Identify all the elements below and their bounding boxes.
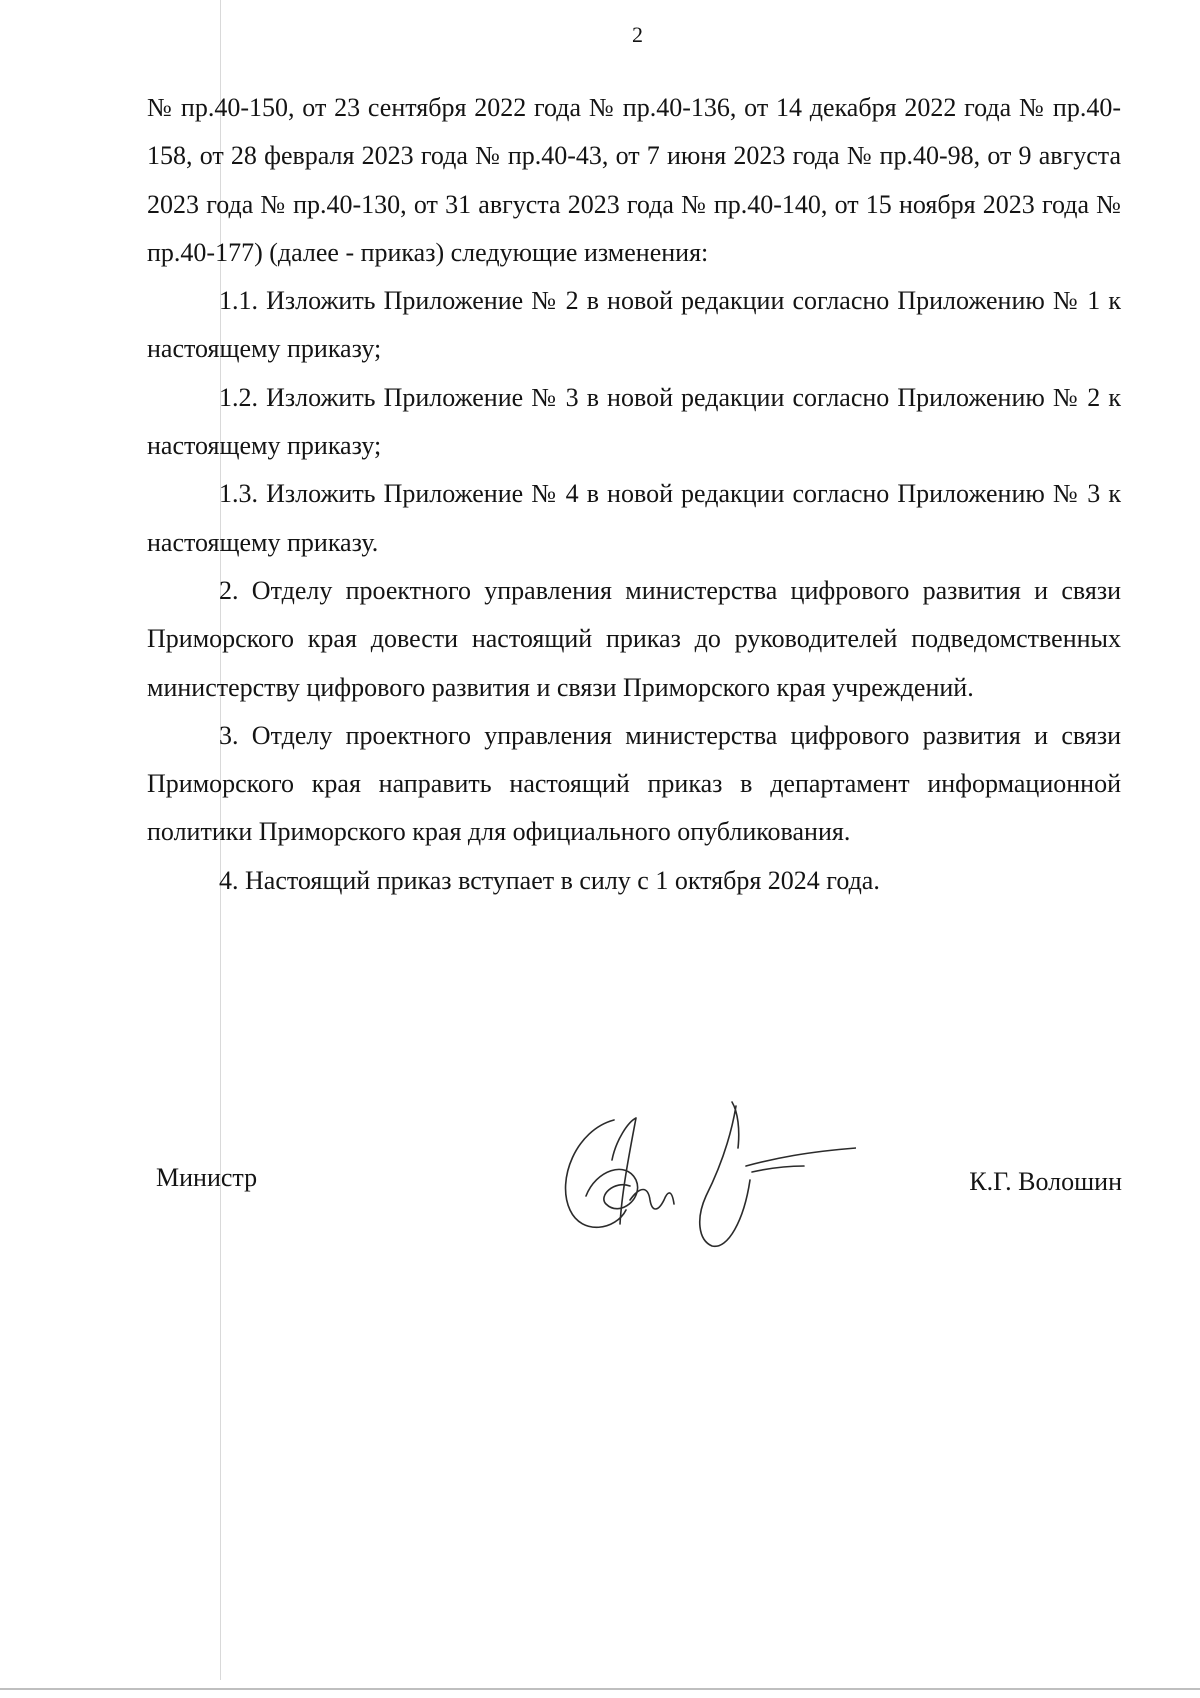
- paragraph-item-1-3: 1.3. Изложить Приложение № 4 в новой редакции согласно Приложению № 3 к настоящему приказу.: [147, 479, 1121, 557]
- paragraph-item-4: 4. Настоящий приказ вступает в силу с 1 октября 2024 года.: [219, 865, 880, 895]
- paragraph-item-1-2: 1.2. Изложить Приложение № 3 в новой редакции согласно Приложению № 2 к настоящему приказу;: [147, 382, 1121, 461]
- handwritten-signature: [556, 1100, 856, 1260]
- signatory-name: К.Г. Волошин: [969, 1167, 1122, 1196]
- page-number: 2: [632, 22, 643, 47]
- paragraph-item-1-1: 1.1. Изложить Приложение № 2 в новой редакции согласно Приложению № 1 к настоящему приказу;: [147, 286, 1121, 364]
- signatory-title: Министр: [156, 1163, 258, 1192]
- document-body: [147, 84, 1121, 905]
- paragraph-item-3: 3. Отделу проектного управления министерства цифрового развития и связи Приморского края направить настоящий приказ в департамент информационной политики Приморского края для официального опубликования.: [147, 720, 1121, 847]
- scan-bottom-edge: [0, 1688, 1200, 1690]
- paragraph-intro-continued: № пр.40-150, от 23 сентября 2022 года № пр.40-136, от 14 декабря 2022 года № пр.40-158, от 28 февраля 2023 года № пр.40-43, от 7 июня 2023 года № пр.40-98, от 9 августа 2023 года № пр.40-130, от 31 августа 2023 года № пр.40-140, от 15 ноября 2023 года № пр.40-177) (далее - приказ) следующие изменения:: [147, 93, 1121, 267]
- paragraph-item-2: 2. Отделу проектного управления министерства цифрового развития и связи Приморского края довести настоящий приказ до руководителей подведомственных министерству цифрового развития и связи Приморского края учреждений.: [147, 575, 1121, 702]
